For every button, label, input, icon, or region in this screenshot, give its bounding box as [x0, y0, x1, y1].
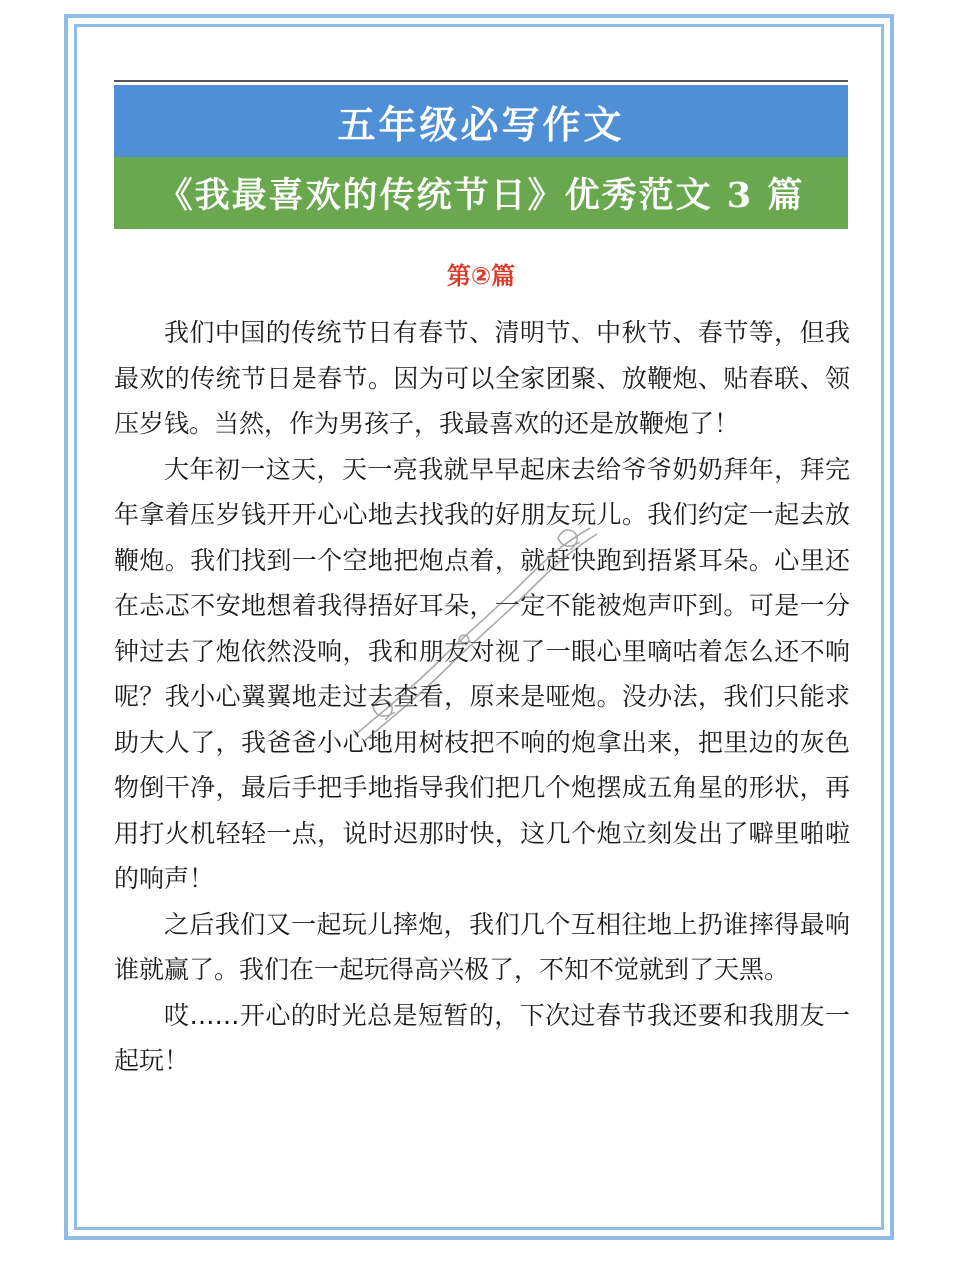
chapter-label: 第②篇 — [446, 262, 516, 290]
header-rule — [114, 80, 848, 82]
page-subtitle: 《我最喜欢的传统节日》优秀范文 3 篇 — [157, 175, 805, 216]
article-paragraph: 我们中国的传统节日有春节、清明节、中秋节、春节等，但我最欢的传统节日是春节。因为可以全家团聚、放鞭炮、贴春联、领压岁钱。当然，作为男孩子，我最喜欢的还是放鞭炮了！ — [114, 318, 850, 438]
subtitle-banner — [114, 157, 848, 229]
title-banner — [114, 85, 848, 157]
article-paragraph: 哎……开心的时光总是短暂的，下次过春节我还要和我朋友一起玩！ — [114, 1000, 850, 1075]
article-paragraph: 之后我们又一起玩儿摔炮，我们几个互相往地上扔谁摔得最响谁就赢了。我们在一起玩得高兴极了，不知不觉就到了天黑。 — [114, 909, 850, 984]
page-title: 五年级必写作文 — [337, 101, 625, 147]
article-body — [114, 310, 850, 1084]
article-paragraph: 大年初一这天，天一亮我就早早起床去给爷爷奶奶拜年，拜完年拿着压岁钱开开心心地去找我的好朋友玩儿。我们约定一起去放鞭炮。我们找到一个空地把炮点着，就赶快跑到捂紧耳朵。心里还在忐忑不安地想着我得捂好耳朵，一定不能被炮声吓到。可是一分钟过去了炮依然没响，我和朋友对视了一眼心里嘀咕着怎么还不响呢？我小心翼翼地走过去查看，原来是哑炮。没办法，我们只能求助大人了，我爸爸小心地用树枝把不响的炮拿出来，把里边的灰色物倒干净，最后手把手地指导我们把几个炮摆成五角星的形状，再用打火机轻轻一点，说时迟那时快，这几个炮立刻发出了噼里啪啦的响声！ — [114, 454, 850, 893]
